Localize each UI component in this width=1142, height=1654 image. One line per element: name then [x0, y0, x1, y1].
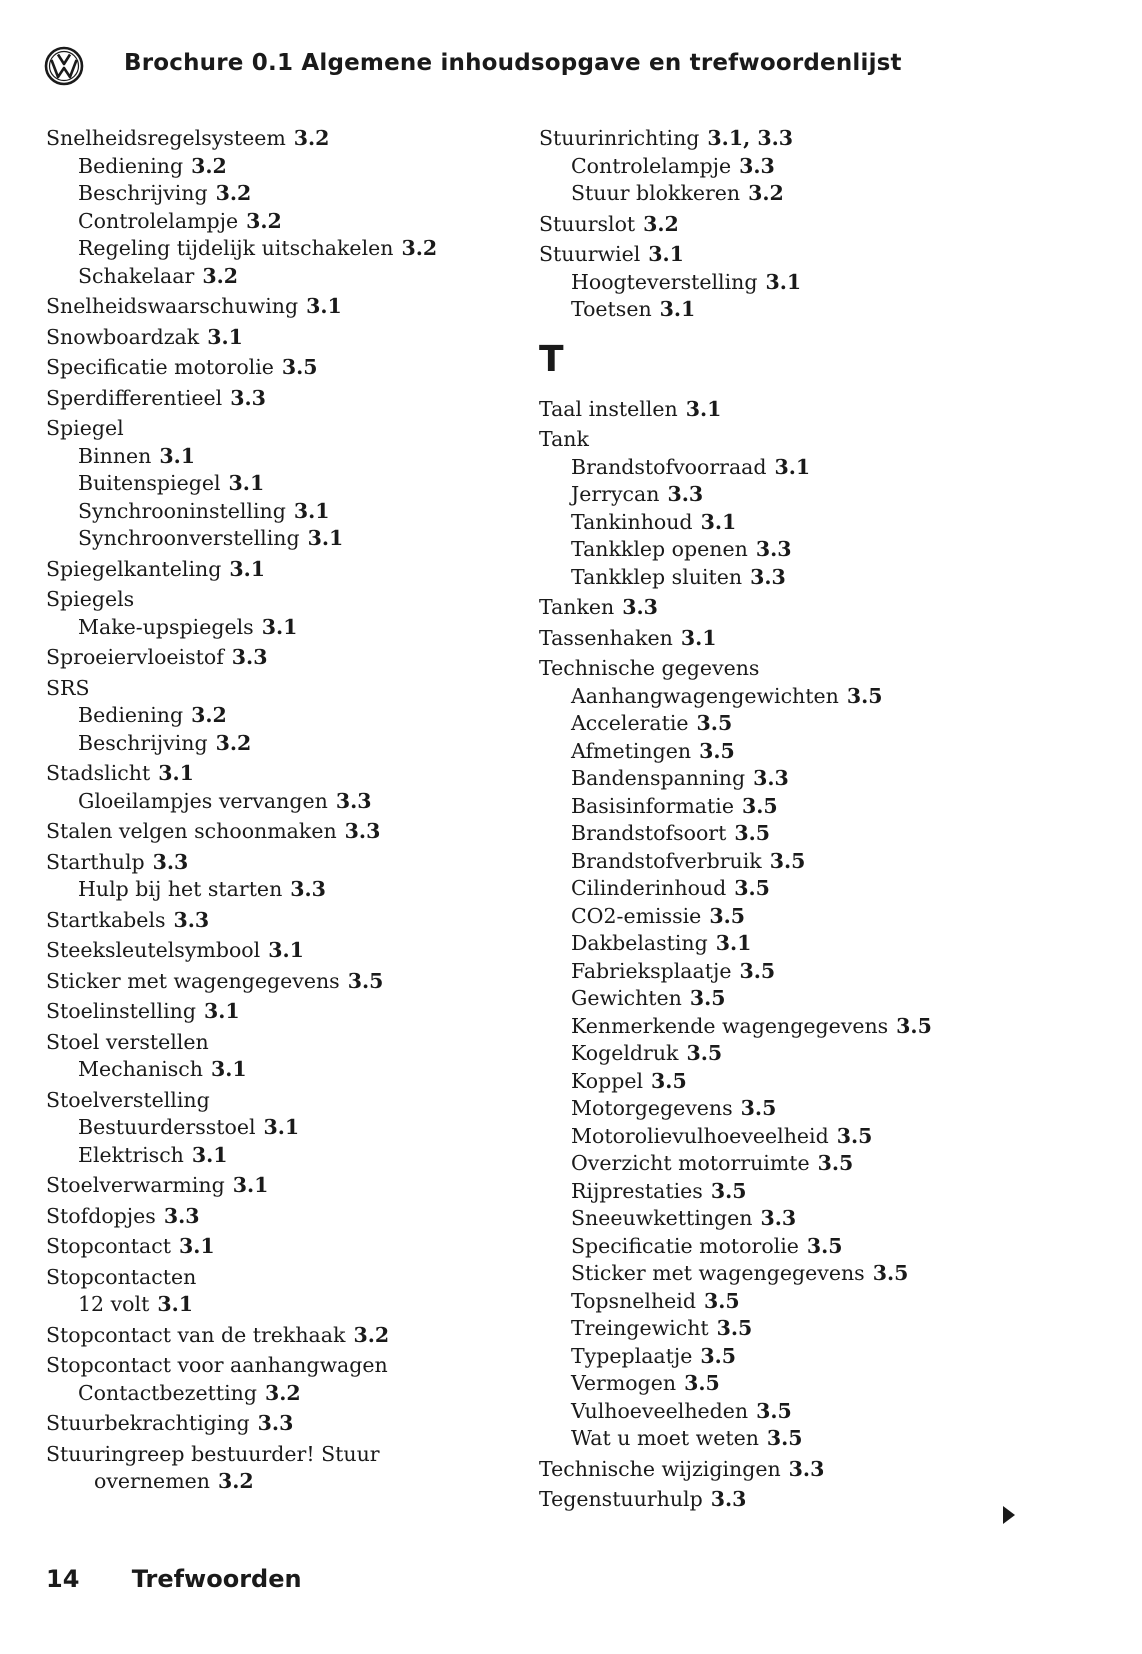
entry-page-ref[interactable]: 3.1 [211, 1057, 247, 1081]
index-subentry [539, 765, 1059, 793]
index-entry [46, 937, 526, 965]
entry-term: Bestuurdersstoel [78, 1115, 256, 1139]
entry-term: Stuurslot [539, 211, 636, 236]
index-entry [539, 241, 1059, 269]
index-subentry [46, 235, 526, 263]
entry-term: Sticker met wagengegevens [46, 968, 340, 993]
entry-page-ref[interactable]: 3.3 [667, 482, 704, 506]
entry-page-ref[interactable]: 3.5 [700, 1343, 737, 1368]
entry-page-ref[interactable]: 3.3 [760, 1206, 797, 1230]
entry-term: Technische wijzigingen [539, 1456, 781, 1481]
entry-page-ref[interactable]: 3.1 [685, 396, 722, 421]
index-subentry [46, 180, 526, 208]
entry-term: Steeksleutelsymbool [46, 938, 261, 962]
index-subentry [539, 1205, 1059, 1233]
entry-term: Brandstofverbruik [571, 848, 762, 873]
index-subentry [539, 509, 1059, 537]
index-subentry [539, 1233, 1059, 1261]
entry-page-ref[interactable]: 3.1 [659, 297, 696, 321]
entry-page-ref[interactable]: 3.3 [290, 877, 326, 901]
index-subentry [46, 208, 526, 236]
index-entry [46, 998, 526, 1026]
entry-page-ref[interactable]: 3.5 [740, 1096, 777, 1120]
entry-term: Treingewicht [571, 1316, 709, 1340]
index-entry [46, 125, 526, 153]
index-subentry [539, 564, 1059, 592]
entry-page-ref[interactable]: 3.5 [846, 683, 883, 708]
index-subentry [539, 296, 1059, 324]
index-subentry [539, 454, 1059, 482]
index-subentry [46, 1142, 526, 1170]
entry-page-ref[interactable]: 3.5 [817, 1151, 854, 1175]
entry-page-ref[interactable]: 3.3 [710, 1487, 747, 1511]
entry-page-ref[interactable]: 3.5 [734, 876, 770, 900]
entry-term: Stopcontacten [46, 1264, 197, 1289]
entry-term: Beschrijving [78, 181, 208, 205]
entry-term: Starthulp [46, 849, 145, 874]
entry-page-ref[interactable]: 3.5 [896, 1013, 932, 1038]
index-entry [46, 293, 526, 321]
entry-page-ref[interactable]: 3.2 [401, 236, 438, 260]
entry-term: Hulp bij het starten [78, 877, 283, 901]
entry-term: Stuurinrichting [539, 126, 700, 150]
index-entry [539, 625, 1059, 653]
entry-term: Stuur blokkeren [571, 181, 741, 205]
entry-page-ref[interactable]: 3.1 [774, 454, 811, 479]
entry-term: Topsnelheid [571, 1288, 696, 1313]
entry-term: Spiegelkanteling [46, 556, 222, 581]
entry-term: Kenmerkende wagengegevens [571, 1013, 889, 1038]
index-column-left [46, 122, 526, 1496]
index-subentry [46, 470, 526, 498]
entry-term: Acceleratie [571, 711, 689, 735]
index-entry [46, 907, 526, 935]
entry-page-ref[interactable]: 3.5 [739, 958, 776, 983]
index-entry [539, 125, 1059, 153]
index-subentry [46, 498, 526, 526]
entry-page-ref[interactable]: 3.1 [207, 324, 243, 349]
index-subentry [539, 1013, 1059, 1041]
entry-term: Fabrieksplaatje [571, 958, 732, 983]
entry-term: Gloeilampjes vervangen [78, 788, 328, 813]
entry-term: Rijprestaties [571, 1178, 703, 1203]
entry-term: Gewichten [571, 986, 682, 1010]
entry-page-ref[interactable]: 3.5 [716, 1316, 753, 1340]
index-subentry [539, 1370, 1059, 1398]
index-entry [46, 1264, 526, 1292]
entry-term: Stoelverstelling [46, 1087, 210, 1112]
index-entry [539, 396, 1059, 424]
index-entry [46, 415, 526, 443]
entry-term: Stuurbekrachtiging [46, 1411, 250, 1435]
index-subentry [539, 153, 1059, 181]
index-subentry [539, 1288, 1059, 1316]
entry-page-ref[interactable]: 3.3 [753, 766, 789, 790]
entry-term: Basisinformatie [571, 793, 734, 818]
index-entry [539, 594, 1059, 622]
index-subentry [46, 1114, 526, 1142]
entry-page-ref[interactable]: 3.3 [257, 1411, 294, 1435]
entry-page-ref[interactable]: 3.1 [157, 1292, 193, 1316]
entry-page-ref[interactable]: 3.5 [756, 1398, 792, 1423]
entry-page-ref[interactable]: 3.1 [261, 614, 298, 639]
entry-page-ref[interactable]: 3.5 [806, 1233, 843, 1258]
index-subentry [539, 875, 1059, 903]
entry-page-ref[interactable]: 3.2 [748, 181, 784, 205]
index-entry [46, 1441, 526, 1469]
entry-page-ref[interactable]: 3.5 [281, 355, 318, 379]
entry-term: Toetsen [571, 297, 652, 321]
entry-term: Mechanisch [78, 1057, 203, 1081]
entry-page-ref[interactable]: 3.5 [699, 738, 735, 763]
index-subentry [539, 1068, 1059, 1096]
entry-term: Sperdifferentieel [46, 385, 223, 410]
entry-page-ref[interactable]: 3.5 [703, 1288, 740, 1313]
entry-page-ref[interactable]: 3.1 [228, 471, 265, 495]
entry-page-ref[interactable]: 3.1, 3.3 [707, 126, 794, 150]
index-subentry [539, 820, 1059, 848]
entry-term: Stoelverwarming [46, 1173, 225, 1197]
entry-term: Stadslicht [46, 761, 151, 785]
index-group-s [539, 125, 1059, 324]
index-entry [46, 1322, 526, 1350]
index-subentry [539, 683, 1059, 711]
entry-term: Motorgegevens [571, 1096, 733, 1120]
index-entry [46, 1172, 526, 1200]
entry-page-ref[interactable]: 3.2 [217, 1469, 254, 1493]
entry-term: Tanken [539, 595, 615, 619]
entry-page-ref[interactable]: 3.2 [215, 181, 252, 205]
entry-term: Stopcontact [46, 1234, 171, 1258]
entry-page-ref[interactable]: 3.2 [353, 1322, 390, 1347]
index-subentry [539, 1095, 1059, 1123]
index-entry [46, 818, 526, 846]
entry-term: Overzicht motorruimte [571, 1151, 810, 1175]
entry-term: Stuurwiel [539, 242, 641, 266]
index-subentry [539, 958, 1059, 986]
entry-page-ref[interactable]: 3.5 [651, 1068, 687, 1093]
entry-page-ref[interactable]: 3.5 [836, 1123, 873, 1148]
entry-term: Schakelaar [78, 263, 195, 288]
entry-page-ref[interactable]: 3.3 [755, 537, 792, 561]
entry-page-ref[interactable]: 3.1 [680, 625, 717, 650]
entry-term: Technische gegevens [539, 656, 760, 680]
index-subentry [46, 1468, 526, 1496]
page-number: 14 [46, 1565, 80, 1593]
index-subentry [46, 788, 526, 816]
index-entry [46, 1352, 526, 1380]
entry-page-ref[interactable]: 3.5 [684, 1371, 720, 1395]
index-subentry [539, 738, 1059, 766]
entry-page-ref[interactable]: 3.5 [696, 711, 733, 735]
entry-term: Stalen velgen schoonmaken [46, 819, 337, 843]
entry-term: Aanhangwagengewichten [571, 683, 839, 708]
index-subentry [539, 848, 1059, 876]
entry-term: Tankklep openen [571, 537, 748, 561]
entry-page-ref[interactable]: 3.3 [788, 1456, 825, 1481]
entry-term: Snelheidswaarschuwing [46, 294, 299, 318]
entry-page-ref[interactable]: 3.1 [178, 1234, 215, 1258]
entry-page-ref[interactable]: 3.5 [686, 1041, 723, 1065]
entry-term: Controlelampje [571, 153, 732, 178]
index-subentry [539, 481, 1059, 509]
entry-term: Jerrycan [571, 482, 660, 506]
index-subentry [539, 903, 1059, 931]
index-entry [46, 849, 526, 877]
index-subentry [539, 793, 1059, 821]
entry-term: Afmetingen [571, 738, 692, 763]
index-subentry [539, 1343, 1059, 1371]
index-entry [46, 1087, 526, 1115]
entry-page-ref[interactable]: 3.2 [191, 153, 227, 178]
entry-term: Synchroonverstelling [78, 526, 300, 550]
index-subentry [46, 443, 526, 471]
index-subentry [46, 702, 526, 730]
entry-page-ref[interactable]: 3.3 [152, 849, 189, 874]
page-header-title: Brochure 0.1 Algemene inhoudsopgave en trefwoordenlijst [124, 50, 902, 76]
entry-term: 12 volt [78, 1292, 150, 1316]
entry-term: Bandenspanning [571, 766, 746, 790]
entry-term: Specificatie motorolie [46, 355, 274, 379]
entry-term: Tankinhoud [571, 509, 693, 534]
letter-heading-t: T [539, 338, 564, 380]
index-entry [539, 655, 1059, 683]
index-entry [46, 556, 526, 584]
entry-term: Kogeldruk [571, 1041, 679, 1065]
index-subentry [539, 269, 1059, 297]
entry-page-ref[interactable]: 3.1 [232, 1173, 269, 1197]
entry-term: Motorolievulhoeveelheid [571, 1123, 829, 1148]
entry-page-ref[interactable]: 3.3 [163, 1203, 200, 1228]
entry-page-ref[interactable]: 3.5 [709, 903, 745, 928]
footer-section-title: Trefwoorden [131, 1565, 302, 1593]
entry-term: Koppel [571, 1068, 644, 1093]
entry-term: Tankklep sluiten [571, 564, 743, 589]
entry-term: Synchrooninstelling [78, 498, 286, 523]
entry-term: Dakbelasting [571, 931, 708, 955]
index-subentry [46, 1380, 526, 1408]
page-footer [46, 1565, 302, 1593]
entry-page-ref[interactable]: 3.1 [191, 1142, 228, 1167]
entry-term: Tassenhaken [539, 625, 673, 650]
index-subentry [539, 1398, 1059, 1426]
entry-term: Tegenstuurhulp [539, 1487, 703, 1511]
index-subentry [46, 263, 526, 291]
index-entry [539, 1486, 1059, 1514]
entry-page-ref[interactable]: 3.1 [715, 931, 752, 955]
entry-page-ref[interactable]: 3.1 [700, 509, 737, 534]
entry-term: CO2-emissie [571, 903, 702, 928]
entry-page-ref[interactable]: 3.1 [648, 242, 684, 266]
entry-term: Beschrijving [78, 730, 208, 755]
index-entry [46, 1029, 526, 1057]
entry-page-ref[interactable]: 3.5 [766, 1426, 803, 1450]
entry-page-ref[interactable]: 3.2 [202, 263, 238, 288]
entry-term: Stopcontact voor aanhangwagen [46, 1353, 388, 1377]
index-column-right [539, 122, 1059, 1514]
entry-term: Vulhoeveelheden [571, 1398, 749, 1423]
index-subentry [46, 730, 526, 758]
entry-term: Buitenspiegel [78, 471, 221, 495]
entry-page-ref[interactable]: 3.3 [622, 595, 658, 619]
vw-logo-icon [44, 46, 84, 86]
index-subentry [539, 536, 1059, 564]
entry-term: Tank [539, 427, 589, 451]
index-entry [46, 354, 526, 382]
entry-term: Binnen [78, 443, 152, 468]
entry-page-ref[interactable]: 3.2 [643, 211, 679, 236]
entry-page-ref[interactable]: 3.5 [734, 821, 771, 845]
index-entry [46, 968, 526, 996]
index-subentry [539, 180, 1059, 208]
entry-term: Typeplaatje [571, 1343, 693, 1368]
entry-page-ref[interactable]: 3.1 [203, 999, 240, 1023]
index-subentry [46, 153, 526, 181]
index-subentry [539, 1040, 1059, 1068]
entry-page-ref[interactable]: 3.2 [246, 208, 282, 233]
entry-term: Contactbezetting [78, 1380, 257, 1405]
index-subentry [46, 1056, 526, 1084]
entry-term: Regeling tijdelijk uitschakelen [78, 236, 394, 260]
entry-page-ref[interactable]: 3.5 [769, 848, 806, 873]
index-entry [46, 675, 526, 703]
index-subentry [539, 985, 1059, 1013]
entry-page-ref[interactable]: 3.1 [158, 761, 194, 785]
entry-term: Cilinderinhoud [571, 876, 727, 900]
entry-term: Stoelinstelling [46, 999, 196, 1023]
entry-term: Elektrisch [78, 1142, 184, 1167]
entry-page-ref[interactable]: 3.3 [173, 907, 210, 932]
entry-page-ref[interactable]: 3.1 [306, 294, 342, 318]
entry-term: Snelheidsregelsysteem [46, 126, 286, 150]
entry-term: Stoel verstellen [46, 1029, 209, 1054]
entry-page-ref[interactable]: 3.1 [263, 1115, 300, 1139]
index-group-t [539, 396, 1059, 1514]
entry-page-ref[interactable]: 3.2 [191, 703, 227, 727]
index-subentry [539, 1315, 1059, 1343]
entry-page-ref[interactable]: 3.2 [264, 1380, 301, 1405]
entry-term: Brandstofvoorraad [571, 454, 767, 479]
entry-term: Taal instellen [539, 396, 678, 421]
entry-page-ref[interactable]: 3.5 [689, 986, 726, 1010]
entry-term: Hoogteverstelling [571, 269, 758, 294]
entry-page-ref[interactable]: 3.3 [335, 788, 372, 813]
entry-term: Wat u moet weten [571, 1426, 759, 1450]
entry-term: Bediening [78, 703, 184, 727]
entry-term: Brandstofsoort [571, 821, 727, 845]
entry-page-ref[interactable]: 3.1 [159, 443, 196, 468]
entry-page-ref[interactable]: 3.5 [347, 968, 384, 993]
entry-term: Snowboardzak [46, 324, 200, 349]
entry-term: Bediening [78, 153, 184, 178]
entry-term: Controlelampje [78, 208, 239, 233]
entry-page-ref[interactable]: 3.3 [230, 385, 266, 410]
entry-page-ref[interactable]: 3.2 [215, 730, 252, 755]
entry-page-ref[interactable]: 3.1 [307, 526, 344, 550]
index-entry [539, 426, 1059, 454]
index-subentry [46, 614, 526, 642]
next-page-arrow-icon[interactable] [1001, 1504, 1017, 1526]
index-entry [46, 644, 526, 672]
entry-page-ref[interactable]: 3.1 [229, 556, 265, 581]
index-entry [539, 1456, 1059, 1484]
entry-term: Stuuringreep bestuurder! Stuur [46, 1441, 380, 1466]
index-subentry [539, 1123, 1059, 1151]
entry-term: Make-upspiegels [78, 614, 254, 639]
index-entry [46, 1410, 526, 1438]
entry-term: overnemen [94, 1469, 210, 1493]
entry-term: Specificatie motorolie [571, 1233, 799, 1258]
entry-term: Vermogen [571, 1371, 677, 1395]
index-subentry [539, 710, 1059, 738]
entry-page-ref[interactable]: 3.1 [765, 269, 802, 294]
entry-page-ref[interactable]: 3.3 [750, 564, 786, 589]
entry-term: Spiegels [46, 587, 135, 611]
entry-term: Stopcontact van de trekhaak [46, 1322, 346, 1347]
entry-term: Startkabels [46, 907, 166, 932]
index-entry [46, 385, 526, 413]
entry-page-ref[interactable]: 3.3 [344, 819, 381, 843]
entry-term: Sticker met wagengegevens [571, 1261, 865, 1285]
index-entry [46, 1233, 526, 1261]
entry-page-ref[interactable]: 3.1 [293, 498, 330, 523]
index-entry [46, 586, 526, 614]
entry-page-ref[interactable]: 3.1 [268, 938, 304, 962]
index-subentry [46, 876, 526, 904]
entry-page-ref[interactable]: 3.5 [710, 1178, 747, 1203]
entry-term: Sneeuwkettingen [571, 1206, 753, 1230]
entry-page-ref[interactable]: 3.3 [231, 645, 268, 669]
entry-page-ref[interactable]: 3.5 [741, 793, 778, 818]
index-subentry [539, 930, 1059, 958]
index-entry [46, 760, 526, 788]
index-subentry [46, 1291, 526, 1319]
index-subentry [46, 525, 526, 553]
entry-page-ref[interactable]: 3.2 [293, 126, 330, 150]
index-subentry [539, 1260, 1059, 1288]
index-subentry [539, 1425, 1059, 1453]
index-entry [46, 324, 526, 352]
entry-page-ref[interactable]: 3.3 [739, 153, 775, 178]
index-subentry [539, 1150, 1059, 1178]
entry-term: Stofdopjes [46, 1203, 156, 1228]
index-entry [539, 211, 1059, 239]
entry-term: SRS [46, 675, 90, 700]
entry-term: Sproeiervloeistof [46, 645, 224, 669]
entry-term: Spiegel [46, 416, 124, 440]
index-subentry [539, 1178, 1059, 1206]
entry-page-ref[interactable]: 3.5 [872, 1261, 909, 1285]
index-entry [46, 1203, 526, 1231]
